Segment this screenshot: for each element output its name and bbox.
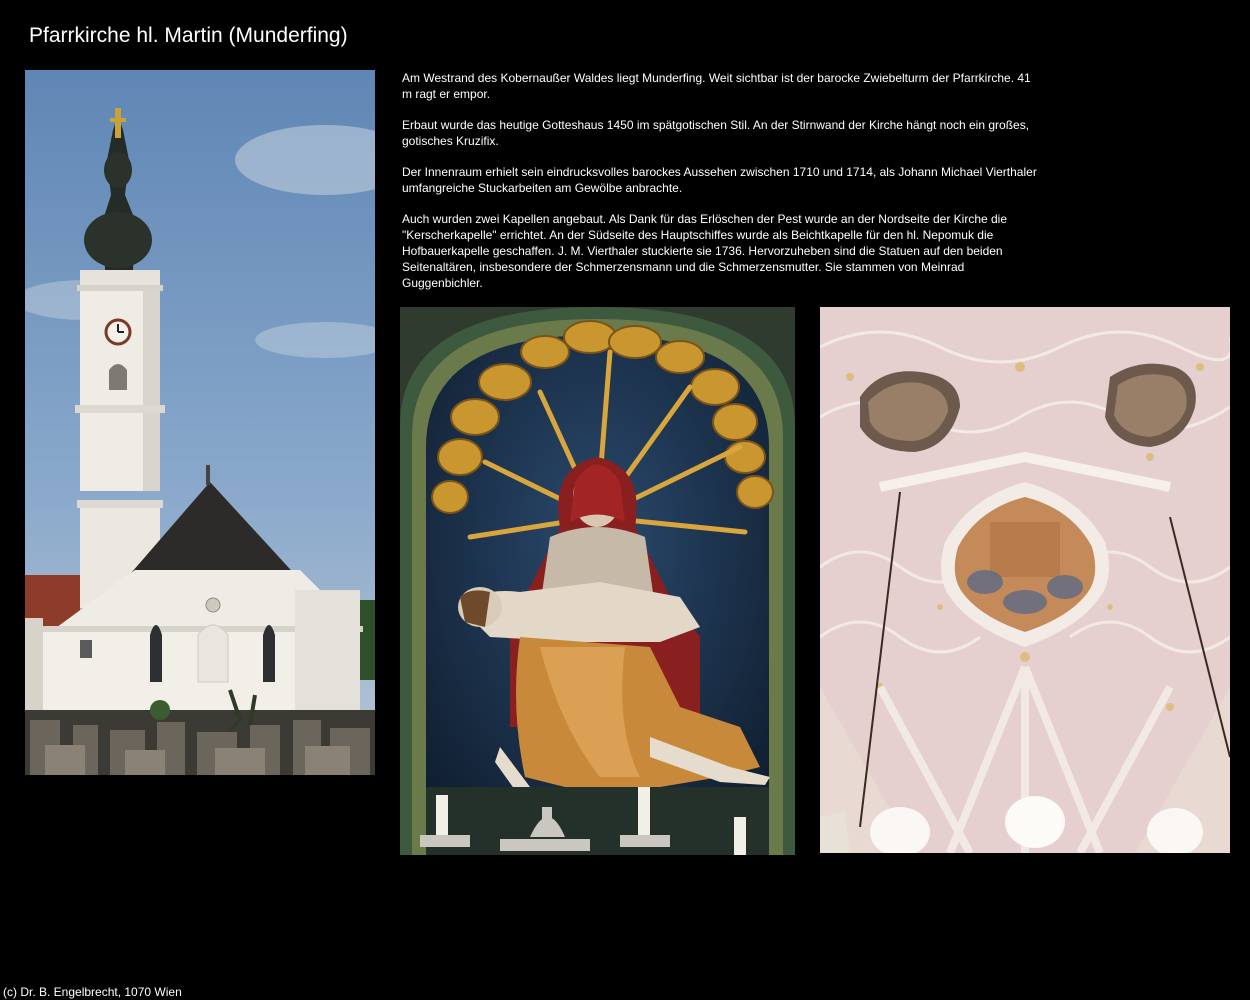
description-text xyxy=(402,70,1042,306)
ceiling-fresco-photo[interactable] xyxy=(820,307,1230,853)
paragraph-2: Erbaut wurde das heutige Gotteshaus 1450 im spätgotischen Stil. An der Stirnwand der Kirche hängt noch ein großes, gotisches Kruzifix. xyxy=(402,118,1030,148)
copyright-footer: (c) Dr. B. Engelbrecht, 1070 Wien xyxy=(3,985,182,999)
ceiling-fresco-image xyxy=(820,307,1230,853)
paragraph-1: Am Westrand des Kobernaußer Waldes liegt Munderfing. Weit sichtbar ist der barocke Zwiebelturm der Pfarrkirche. 41 m ragt er empor. xyxy=(402,71,1031,101)
paragraph-4: Auch wurden zwei Kapellen angebaut. Als Dank für das Erlöschen der Pest wurde an der Nordseite der Kirche die "Kerscherkapelle" errichtet. An der Südseite des Hauptschiffes wurde als Beichtkapelle für den hl. Nepomuk die Hofbauerkapelle geschaffen. J. M. Vierthaler stuckierte sie 1736. Hervorzuheben sind die Statuen auf den beiden Seitenaltären, insbesondere der Schmerzensmann und die Schmerzensmutter. Sie stammen von Meinrad Guggenbichler. xyxy=(402,212,1008,290)
pieta-photo[interactable] xyxy=(400,307,795,855)
church-exterior-photo[interactable] xyxy=(25,70,375,775)
paragraph-3: Der Innenraum erhielt sein eindrucksvolles barockes Aussehen zwischen 1710 und 1714, als Johann Michael Vierthaler umfangreiche Stuckarbeiten am Gewölbe anbrachte. xyxy=(402,165,1037,195)
pieta-image xyxy=(400,307,795,855)
page-title: Pfarrkirche hl. Martin (Munderfing) xyxy=(29,24,348,47)
church-exterior-image xyxy=(25,70,375,775)
